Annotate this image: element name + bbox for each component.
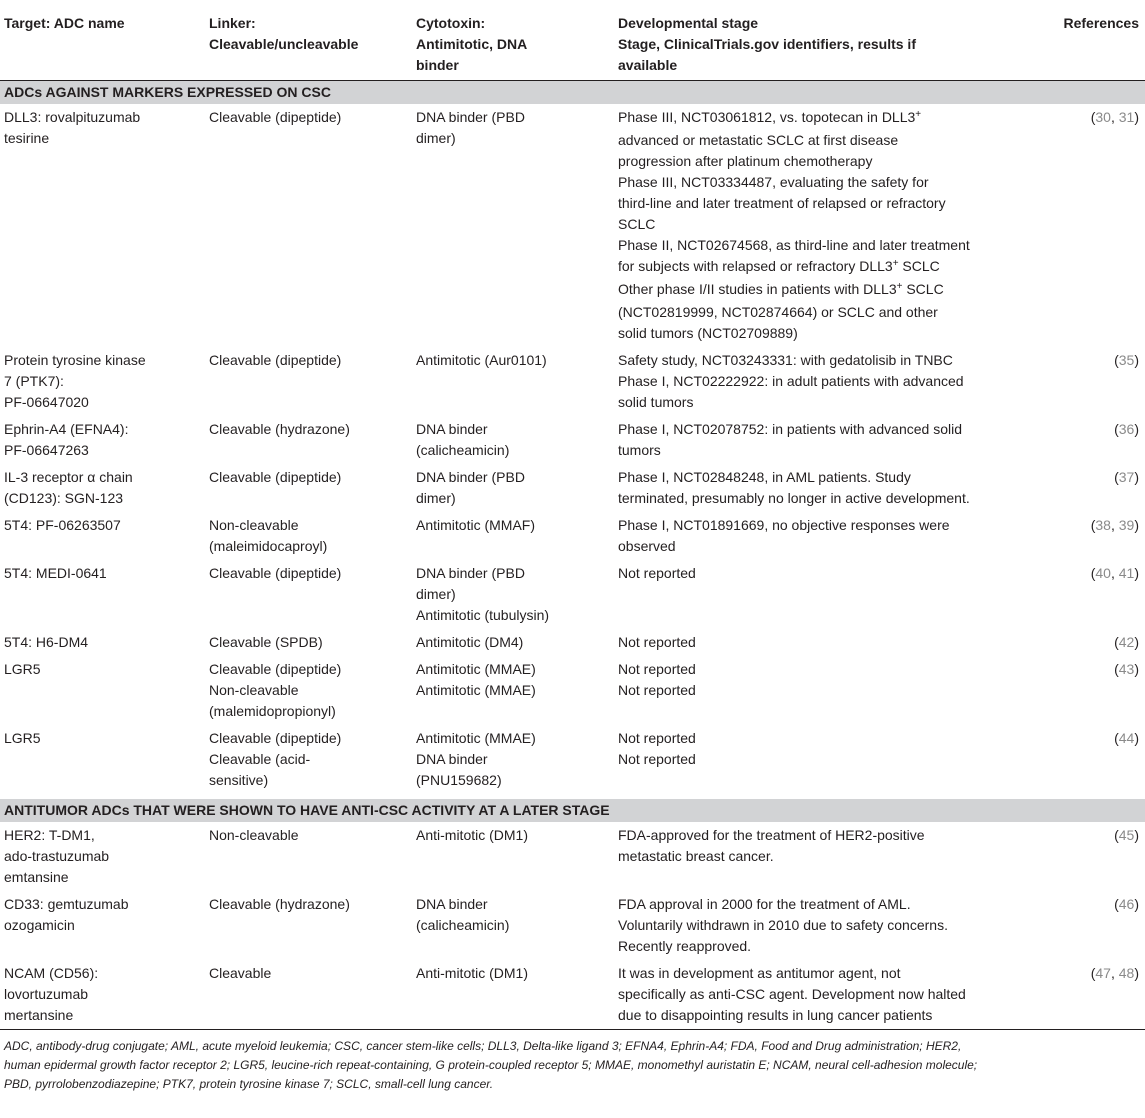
header-line: Target: ADC name (4, 15, 125, 31)
cell-linker (205, 960, 412, 1030)
section-title: ADCs AGAINST MARKERS EXPRESSED ON CSC (0, 81, 1145, 105)
cell-stage (614, 960, 1039, 1030)
reference-link[interactable]: 48 (1118, 965, 1135, 981)
linker-line: Cleavable (hydrazone) (209, 421, 350, 437)
cell-target (0, 656, 205, 725)
cell-references: (44) (1114, 730, 1139, 746)
table-row (0, 656, 1145, 725)
table-row (0, 629, 1145, 656)
cell-target (0, 560, 205, 629)
cytotoxin-line: Anti-mitotic (DM1) (416, 965, 529, 981)
cell-cytotoxin (412, 104, 614, 347)
cell-stage (614, 656, 1039, 725)
stage-line: SCLC (618, 216, 656, 232)
stage-line: observed (618, 538, 676, 554)
cell-references: (47, 48) (1039, 960, 1145, 1030)
stage-line: Phase III, NCT03334487, evaluating the safety for (618, 174, 929, 190)
stage-line: Phase III, NCT03061812, vs. topotecan in DLL3+ (618, 109, 922, 125)
linker-line: Non-cleavable (209, 517, 299, 533)
cytotoxin-line: (calicheamicin) (416, 442, 510, 458)
superscript-plus: + (915, 109, 922, 120)
cell-cytotoxin (412, 725, 614, 794)
header-line: Antimitotic, DNA (416, 36, 528, 52)
cytotoxin-line: Antimitotic (MMAE) (416, 682, 536, 698)
footnote-line: human epidermal growth factor receptor 2; LGR5, leucine-rich repeat-containing, G protein-coupled receptor 5; MMAE, monomethyl auristatin E; NCAM, neural cell-adhesion molecule; (4, 1058, 978, 1072)
linker-line: (malemidopropionyl) (209, 703, 336, 719)
cytotoxin-line: DNA binder (416, 896, 488, 912)
reference-link[interactable]: 36 (1118, 421, 1135, 437)
table-row (0, 725, 1145, 794)
cytotoxin-line: DNA binder (PBD (416, 565, 525, 581)
linker-line: Cleavable (dipeptide) (209, 565, 342, 581)
cell-cytotoxin (412, 960, 614, 1030)
stage-line: Safety study, NCT03243331: with gedatolisib in TNBC (618, 352, 953, 368)
linker-line: Cleavable (209, 965, 272, 981)
linker-line: Cleavable (dipeptide) (209, 661, 342, 677)
stage-line: FDA approval in 2000 for the treatment of AML. (618, 896, 911, 912)
cell-references: (43) (1114, 661, 1139, 677)
cytotoxin-line: DNA binder (416, 751, 488, 767)
linker-line: Cleavable (SPDB) (209, 634, 323, 650)
cell-linker (205, 560, 412, 629)
cell-references: (40, 41) (1090, 565, 1139, 581)
cytotoxin-line: Antimitotic (Aur0101) (416, 352, 547, 368)
cytotoxin-line: Anti-mitotic (DM1) (416, 827, 529, 843)
cell-linker (205, 347, 412, 416)
cell-references: (42) (1114, 634, 1139, 650)
cytotoxin-line: (PNU159682) (416, 772, 502, 788)
header-line: Cytotoxin: (416, 15, 486, 31)
cell-references: (46) (1114, 896, 1139, 912)
cell-cytotoxin (412, 464, 614, 512)
reference-link[interactable]: 41 (1118, 565, 1135, 581)
stage-line: It was in development as antitumor agent, not (618, 965, 901, 981)
cell-linker (205, 822, 412, 891)
cytotoxin-line: Antimitotic (tubulysin) (416, 607, 550, 623)
target-line: CD33: gemtuzumab (4, 896, 129, 912)
cell-stage (614, 629, 1039, 656)
section-title: ANTITUMOR ADCs THAT WERE SHOWN TO HAVE ANTI-CSC ACTIVITY AT A LATER STAGE (0, 799, 1145, 822)
cell-linker (205, 656, 412, 725)
table-row (0, 104, 1145, 347)
cell-cytotoxin (412, 416, 614, 464)
table-footnote (4, 1037, 1141, 1094)
table-row (0, 347, 1145, 416)
linker-line: sensitive) (209, 772, 269, 788)
target-line: DLL3: rovalpituzumab (4, 109, 141, 125)
cytotoxin-line: Antimitotic (DM4) (416, 634, 524, 650)
superscript-plus: + (896, 281, 903, 292)
stage-line: Phase I, NCT02222922: in adult patients with advanced (618, 373, 964, 389)
cytotoxin-line: dimer) (416, 490, 456, 506)
stage-line: FDA-approved for the treatment of HER2-positive (618, 827, 925, 843)
linker-line: Cleavable (dipeptide) (209, 109, 342, 125)
target-line: emtansine (4, 869, 69, 885)
reference-link[interactable]: 46 (1118, 896, 1135, 912)
cytotoxin-line: Antimitotic (MMAF) (416, 517, 535, 533)
stage-line: Other phase I/II studies in patients with DLL3+ SCLC (618, 281, 944, 297)
reference-link[interactable]: 37 (1118, 469, 1135, 485)
linker-line: Non-cleavable (209, 827, 299, 843)
reference-link[interactable]: 35 (1118, 352, 1135, 368)
target-line: LGR5 (4, 661, 41, 677)
target-line: 5T4: H6-DM4 (4, 634, 89, 650)
stage-line: Phase II, NCT02674568, as third-line and later treatment (618, 237, 970, 253)
table-body (0, 81, 1145, 1030)
cell-target (0, 891, 205, 960)
cell-stage (614, 464, 1039, 512)
target-line: mertansine (4, 1007, 74, 1023)
cytotoxin-line: Antimitotic (MMAE) (416, 730, 536, 746)
linker-line: Cleavable (dipeptide) (209, 352, 342, 368)
cell-target (0, 512, 205, 560)
cell-cytotoxin (412, 656, 614, 725)
cell-references: (38, 39) (1090, 517, 1139, 533)
target-line: Ephrin-A4 (EFNA4): (4, 421, 129, 437)
linker-line: Non-cleavable (209, 682, 299, 698)
header-cytotoxin (412, 0, 614, 81)
header-line: Developmental stage (618, 15, 759, 31)
cytotoxin-line: DNA binder (PBD (416, 109, 525, 125)
header-line: Linker: (209, 15, 256, 31)
cell-references: (36) (1114, 421, 1139, 437)
reference-link[interactable]: 45 (1118, 827, 1135, 843)
linker-line: (maleimidocaproyl) (209, 538, 328, 554)
stage-line: Not reported (618, 682, 696, 698)
target-line: 5T4: PF-06263507 (4, 517, 121, 533)
cell-stage (614, 891, 1039, 960)
linker-line: Cleavable (dipeptide) (209, 469, 342, 485)
target-line: ozogamicin (4, 917, 75, 933)
table-row (0, 960, 1145, 1030)
stage-line: Phase I, NCT01891669, no objective responses were (618, 517, 950, 533)
cell-linker (205, 416, 412, 464)
cell-target (0, 822, 205, 891)
target-line: lovortuzumab (4, 986, 89, 1002)
table-row (0, 512, 1145, 560)
target-line: Protein tyrosine kinase (4, 352, 146, 368)
stage-line: metastatic breast cancer. (618, 848, 774, 864)
table-row (0, 416, 1145, 464)
section-header-row (0, 799, 1145, 822)
table-row (0, 560, 1145, 629)
cell-references: (30, 31) (1090, 109, 1139, 125)
stage-line: specifically as anti-CSC agent. Development now halted (618, 986, 966, 1002)
reference-link[interactable]: 31 (1118, 109, 1135, 125)
stage-line: for subjects with relapsed or refractory DLL3+ SCLC (618, 258, 940, 274)
stage-line: (NCT02819999, NCT02874664) or SCLC and other (618, 304, 938, 320)
header-line: available (618, 57, 678, 73)
reference-link[interactable]: 44 (1118, 730, 1135, 746)
target-line: (CD123): SGN-123 (4, 490, 124, 506)
target-line: PF-06647020 (4, 394, 89, 410)
header-line: binder (416, 57, 459, 73)
header-row (0, 0, 1145, 81)
cell-cytotoxin (412, 822, 614, 891)
reference-link[interactable]: 30 (1095, 109, 1111, 125)
target-line: tesirine (4, 130, 50, 146)
cell-target (0, 960, 205, 1030)
stage-line: solid tumors (618, 394, 694, 410)
stage-line: Not reported (618, 751, 696, 767)
superscript-plus: + (892, 258, 899, 269)
stage-line: Phase I, NCT02848248, in AML patients. Study (618, 469, 911, 485)
cell-stage (614, 104, 1039, 347)
stage-line: due to disappointing results in lung cancer patients (618, 1007, 933, 1023)
cell-references: (37) (1114, 469, 1139, 485)
stage-line: Not reported (618, 565, 696, 581)
linker-line: Cleavable (hydrazone) (209, 896, 350, 912)
table-row (0, 822, 1145, 891)
stage-line: Phase I, NCT02078752: in patients with advanced solid (618, 421, 962, 437)
cell-linker (205, 512, 412, 560)
cytotoxin-line: DNA binder (PBD (416, 469, 525, 485)
cytotoxin-line: (calicheamicin) (416, 917, 510, 933)
cell-linker (205, 725, 412, 794)
cell-linker (205, 891, 412, 960)
reference-link[interactable]: 39 (1118, 517, 1135, 533)
stage-line: Recently reapproved. (618, 938, 752, 954)
cell-target (0, 725, 205, 794)
stage-line: tumors (618, 442, 661, 458)
cell-stage (614, 822, 1039, 891)
cell-cytotoxin (412, 891, 614, 960)
stage-line: Not reported (618, 634, 696, 650)
stage-line: progression after platinum chemotherapy (618, 153, 873, 169)
cell-stage (614, 347, 1039, 416)
header-linker (205, 0, 412, 81)
header-target (0, 0, 205, 81)
stage-line: terminated, presumably no longer in active development. (618, 490, 970, 506)
cell-cytotoxin (412, 560, 614, 629)
cell-stage (614, 512, 1039, 560)
header-stage (614, 0, 1039, 81)
header-line: Cleavable/uncleavable (209, 36, 359, 52)
stage-line: solid tumors (NCT02709889) (618, 325, 798, 341)
reference-link[interactable]: 43 (1118, 661, 1135, 677)
target-line: IL-3 receptor α chain (4, 469, 133, 485)
cell-references: (45) (1114, 827, 1139, 843)
cytotoxin-line: dimer) (416, 130, 456, 146)
target-line: HER2: T-DM1, (4, 827, 95, 843)
stage-line: advanced or metastatic SCLC at first disease (618, 132, 899, 148)
reference-link[interactable]: 40 (1095, 565, 1111, 581)
cell-stage (614, 560, 1039, 629)
cell-linker (205, 464, 412, 512)
cell-cytotoxin (412, 512, 614, 560)
section-header-row (0, 81, 1145, 105)
stage-line: Voluntarily withdrawn in 2010 due to safety concerns. (618, 917, 948, 933)
table-row (0, 891, 1145, 960)
cell-target (0, 347, 205, 416)
header-line: References (1063, 15, 1139, 31)
cell-target (0, 104, 205, 347)
target-line: 7 (PTK7): (4, 373, 64, 389)
cell-cytotoxin (412, 629, 614, 656)
cytotoxin-line: dimer) (416, 586, 456, 602)
header-line: Stage, ClinicalTrials.gov identifiers, results if (618, 36, 916, 52)
cell-target (0, 416, 205, 464)
header-references (1039, 0, 1145, 81)
target-line: LGR5 (4, 730, 41, 746)
cytotoxin-line: DNA binder (416, 421, 488, 437)
stage-line: Not reported (618, 730, 696, 746)
linker-line: Cleavable (acid- (209, 751, 311, 767)
footnote-line: PBD, pyrrolobenzodiazepine; PTK7, protein tyrosine kinase 7; SCLC, small-cell lung cancer. (4, 1077, 494, 1091)
reference-link[interactable]: 38 (1095, 517, 1111, 533)
target-line: ado-trastuzumab (4, 848, 110, 864)
cell-target (0, 629, 205, 656)
cell-cytotoxin (412, 347, 614, 416)
target-line: NCAM (CD56): (4, 965, 99, 981)
cell-stage (614, 725, 1039, 794)
reference-link[interactable]: 42 (1118, 634, 1135, 650)
linker-line: Cleavable (dipeptide) (209, 730, 342, 746)
cytotoxin-line: Antimitotic (MMAE) (416, 661, 536, 677)
target-line: 5T4: MEDI-0641 (4, 565, 107, 581)
cell-stage (614, 416, 1039, 464)
stage-line: Not reported (618, 661, 696, 677)
cell-references: (35) (1114, 352, 1139, 368)
cell-linker (205, 629, 412, 656)
footnote-line: ADC, antibody-drug conjugate; AML, acute myeloid leukemia; CSC, cancer stem-like cells; DLL3, Delta-like ligand 3; EFNA4, Ephrin-A4; FDA, Food and Drug administration; HER2, (4, 1039, 962, 1053)
table-row (0, 464, 1145, 512)
stage-line: third-line and later treatment of relapsed or refractory (618, 195, 946, 211)
target-line: PF-06647263 (4, 442, 89, 458)
reference-link[interactable]: 47 (1095, 965, 1111, 981)
cell-linker (205, 104, 412, 347)
cell-target (0, 464, 205, 512)
